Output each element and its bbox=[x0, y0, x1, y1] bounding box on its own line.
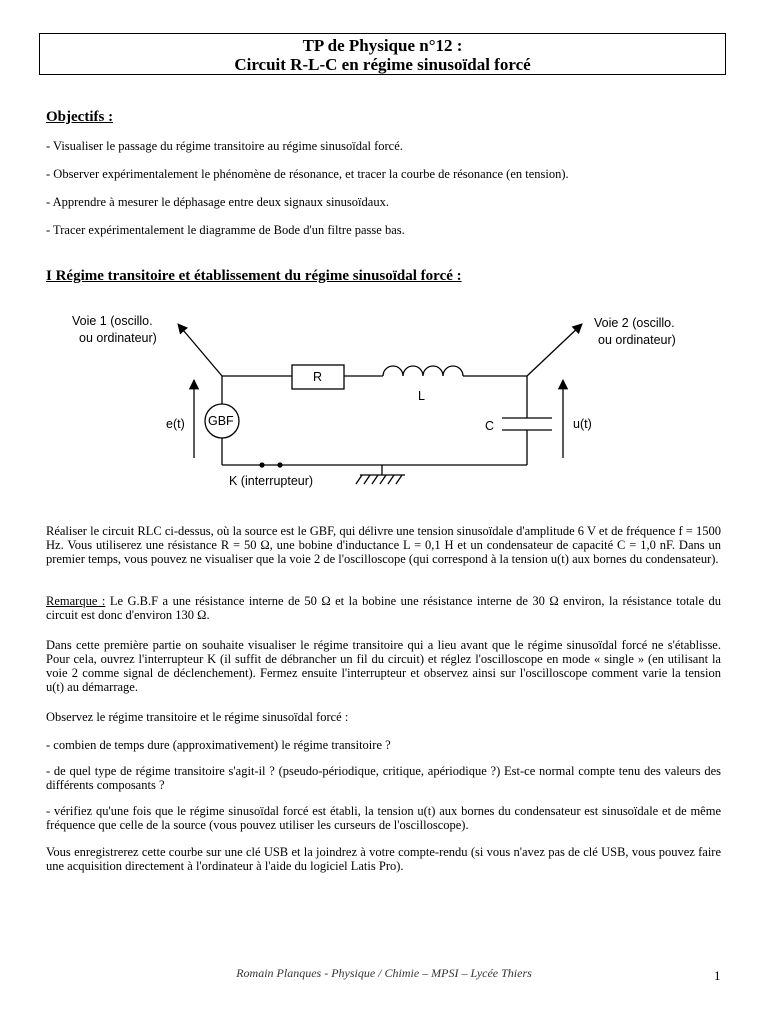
title-line-1: TP de Physique n°12 : bbox=[302, 36, 463, 55]
section-heading: I Régime transitoire et établissement du régime sinusoïdal forcé : bbox=[46, 268, 462, 284]
page-number: 1 bbox=[714, 968, 721, 983]
objective-item: - Tracer expérimentalement le diagramme de Bode d'un filtre passe bas. bbox=[46, 223, 405, 237]
footer-text: Romain Planques - Physique / Chimie – MPSI – Lycée Thiers bbox=[236, 966, 532, 980]
remark-text: Le G.B.F a une résistance interne de 50 Ω et la bobine une résistance interne de 30 Ω environ, la résistance totale du circuit est donc d'environ 130 Ω. bbox=[46, 594, 721, 622]
paragraph: - de quel type de régime transitoire s'agit-il ? (pseudo-périodique, critique, apériodique ?) Est-ce normal compte tenu des valeurs des différents composants ? bbox=[46, 764, 721, 792]
inductor-symbol bbox=[383, 366, 463, 376]
voie2-arrow bbox=[527, 324, 582, 376]
switch-contact bbox=[259, 462, 264, 467]
objective-item: - Observer expérimentalement le phénomène de résonance, et tracer la courbe de résonance (en tension). bbox=[46, 167, 569, 181]
paragraph: - combien de temps dure (approximativement) le régime transitoire ? bbox=[46, 738, 391, 752]
voie2-label: ou ordinateur) bbox=[598, 333, 676, 347]
objectives-heading: Objectifs : bbox=[46, 109, 114, 125]
voie2-label: Voie 2 (oscillo. bbox=[594, 316, 675, 330]
paragraph: Observez le régime transitoire et le régime sinusoïdal forcé : bbox=[46, 710, 349, 724]
capacitor-label: C bbox=[485, 419, 495, 433]
voie1-label: Voie 1 (oscillo. bbox=[72, 314, 153, 328]
paragraph: - vérifiez qu'une fois que le régime sinusoïdal forcé est établi, la tension u(t) aux bornes du condensateur est sinusoïdale et de même fréquence que celle de la source (vous pouvez utiliser les curseurs de l'oscilloscope). bbox=[46, 804, 721, 832]
objective-item: - Visualiser le passage du régime transitoire au régime sinusoïdal forcé. bbox=[46, 139, 403, 153]
resistor-label: R bbox=[313, 370, 323, 384]
title-box bbox=[39, 33, 726, 75]
paragraph: Vous enregistrerez cette courbe sur une clé USB et la joindrez à votre compte-rendu (si vous n'avez pas de clé USB, vous pouvez faire une acquisition directement à l'ordinateur à l'aide du logiciel Latis Pro). bbox=[46, 845, 721, 873]
remark-paragraph bbox=[46, 594, 721, 622]
inductor-label: L bbox=[418, 389, 425, 403]
objective-item: - Apprendre à mesurer le déphasage entre deux signaux sinusoïdaux. bbox=[46, 195, 389, 209]
circuit-diagram bbox=[0, 300, 768, 500]
voie1-arrow bbox=[178, 324, 222, 376]
capacitor-voltage-label: u(t) bbox=[573, 417, 592, 431]
paragraph: Réaliser le circuit RLC ci-dessus, où la source est le GBF, qui délivre une tension sinusoïdale d'amplitude 6 V et de fréquence f = 1500 Hz. Vous utiliserez une résistance R = 50 Ω, une bobine d'inductance L = 0,1 H et un condensateur de capacité C = 1,0 nF. Dans un premier temps, vous pouvez ne visualiser que la voie 2 de l'oscilloscope (qui correspond à la tension u(t) aux bornes du condensateur). bbox=[46, 524, 721, 566]
paragraph: Dans cette première partie on souhaite visualiser le régime transitoire qui a lieu avant que le régime sinusoïdal forcé ne s'établisse. Pour cela, ouvrez l'interrupteur K (il suffit de débrancher un fil du circuit) et réglez l'oscilloscope en mode « single » (en utilisant la voie 2 comme signal de déclenchement). Fermez ensuite l'interrupteur et observez ainsi sur l'oscilloscope comment varie la tension u(t) au démarrage. bbox=[46, 638, 721, 694]
source-voltage-label: e(t) bbox=[166, 417, 185, 431]
switch-label: K (interrupteur) bbox=[229, 474, 314, 488]
switch-contact bbox=[277, 462, 282, 467]
remark-label: Remarque : bbox=[46, 594, 106, 608]
voie1-label: ou ordinateur) bbox=[79, 331, 157, 345]
title-line-2: Circuit R-L-C en régime sinusoïdal forcé bbox=[234, 55, 531, 74]
source-label: GBF bbox=[208, 414, 234, 428]
